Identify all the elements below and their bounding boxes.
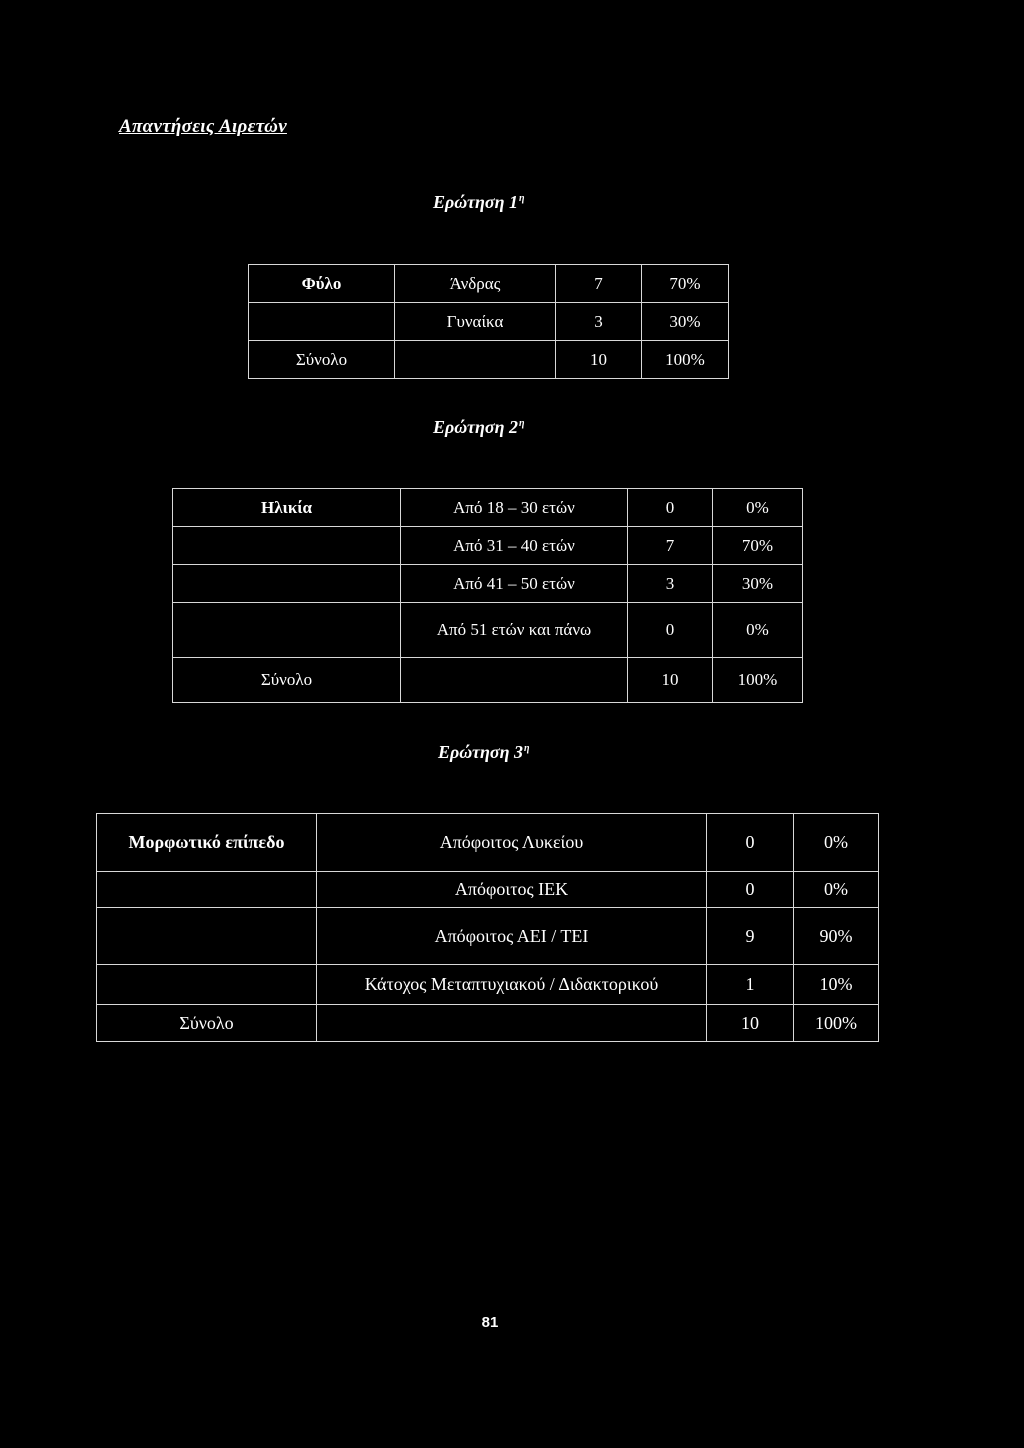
row-count: 0	[628, 603, 713, 658]
row-label: Άνδρας	[395, 265, 556, 303]
page-number: 81	[481, 1314, 499, 1331]
gender-table	[248, 264, 729, 379]
row-percent: 10%	[794, 965, 879, 1005]
total-label: Σύνολο	[97, 1005, 317, 1042]
row-count: 7	[628, 527, 713, 565]
row-label: Απόφοιτος ΙΕΚ	[317, 872, 707, 908]
gender-header: Φύλο	[249, 265, 395, 303]
row-label: Από 18 – 30 ετών	[401, 489, 628, 527]
empty-cell	[97, 965, 317, 1005]
total-count: 10	[628, 658, 713, 703]
empty-cell	[249, 303, 395, 341]
row-count: 3	[556, 303, 642, 341]
total-label: Σύνολο	[249, 341, 395, 379]
education-header: Μορφωτικό επίπεδο	[97, 814, 317, 872]
row-count: 1	[707, 965, 794, 1005]
education-table	[96, 813, 879, 1042]
empty-cell	[317, 1005, 707, 1042]
row-percent: 30%	[642, 303, 729, 341]
row-percent: 70%	[713, 527, 803, 565]
total-count: 10	[707, 1005, 794, 1042]
row-label: Κάτοχος Μεταπτυχιακού / Διδακτορικού	[317, 965, 707, 1005]
table-row	[249, 265, 729, 303]
row-label: Από 41 – 50 ετών	[401, 565, 628, 603]
row-count: 3	[628, 565, 713, 603]
row-percent: 0%	[794, 814, 879, 872]
row-percent: 0%	[713, 603, 803, 658]
age-header: Ηλικία	[173, 489, 401, 527]
empty-cell	[401, 658, 628, 703]
row-label: Γυναίκα	[395, 303, 556, 341]
empty-cell	[173, 565, 401, 603]
table-row	[97, 872, 879, 908]
row-percent: 0%	[713, 489, 803, 527]
table-row	[97, 908, 879, 965]
row-percent: 70%	[642, 265, 729, 303]
empty-cell	[173, 603, 401, 658]
row-label: Από 51 ετών και πάνω	[401, 603, 628, 658]
row-count: 0	[707, 872, 794, 908]
table-row	[97, 965, 879, 1005]
empty-cell	[395, 341, 556, 379]
table-row	[173, 565, 803, 603]
question-2-title-sup: η	[519, 418, 525, 429]
age-table	[172, 488, 803, 703]
table-row	[173, 527, 803, 565]
total-percent: 100%	[794, 1005, 879, 1042]
question-2-title-text: Ερώτηση 2	[433, 417, 518, 437]
row-percent: 90%	[794, 908, 879, 965]
row-percent: 0%	[794, 872, 879, 908]
total-count: 10	[556, 341, 642, 379]
row-label: Από 31 – 40 ετών	[401, 527, 628, 565]
row-label: Απόφοιτος Λυκείου	[317, 814, 707, 872]
row-count: 0	[707, 814, 794, 872]
page-heading: Απαντήσεις Αιρετών	[119, 116, 287, 137]
question-2-title	[433, 417, 525, 438]
question-3-title-text: Ερώτηση 3	[438, 742, 523, 762]
empty-cell	[97, 872, 317, 908]
question-1-title-text: Ερώτηση 1	[433, 192, 518, 212]
row-count: 9	[707, 908, 794, 965]
empty-cell	[97, 908, 317, 965]
table-row	[173, 489, 803, 527]
table-total-row	[249, 341, 729, 379]
question-1-title	[433, 192, 525, 213]
total-label: Σύνολο	[173, 658, 401, 703]
row-count: 0	[628, 489, 713, 527]
table-row	[173, 603, 803, 658]
table-row	[249, 303, 729, 341]
table-total-row	[97, 1005, 879, 1042]
question-1-title-sup: η	[519, 193, 525, 204]
row-label: Απόφοιτος ΑΕΙ / ΤΕΙ	[317, 908, 707, 965]
row-count: 7	[556, 265, 642, 303]
table-row	[97, 814, 879, 872]
total-percent: 100%	[642, 341, 729, 379]
table-total-row	[173, 658, 803, 703]
question-3-title-sup: η	[524, 743, 530, 754]
empty-cell	[173, 527, 401, 565]
total-percent: 100%	[713, 658, 803, 703]
row-percent: 30%	[713, 565, 803, 603]
question-3-title	[438, 742, 530, 763]
